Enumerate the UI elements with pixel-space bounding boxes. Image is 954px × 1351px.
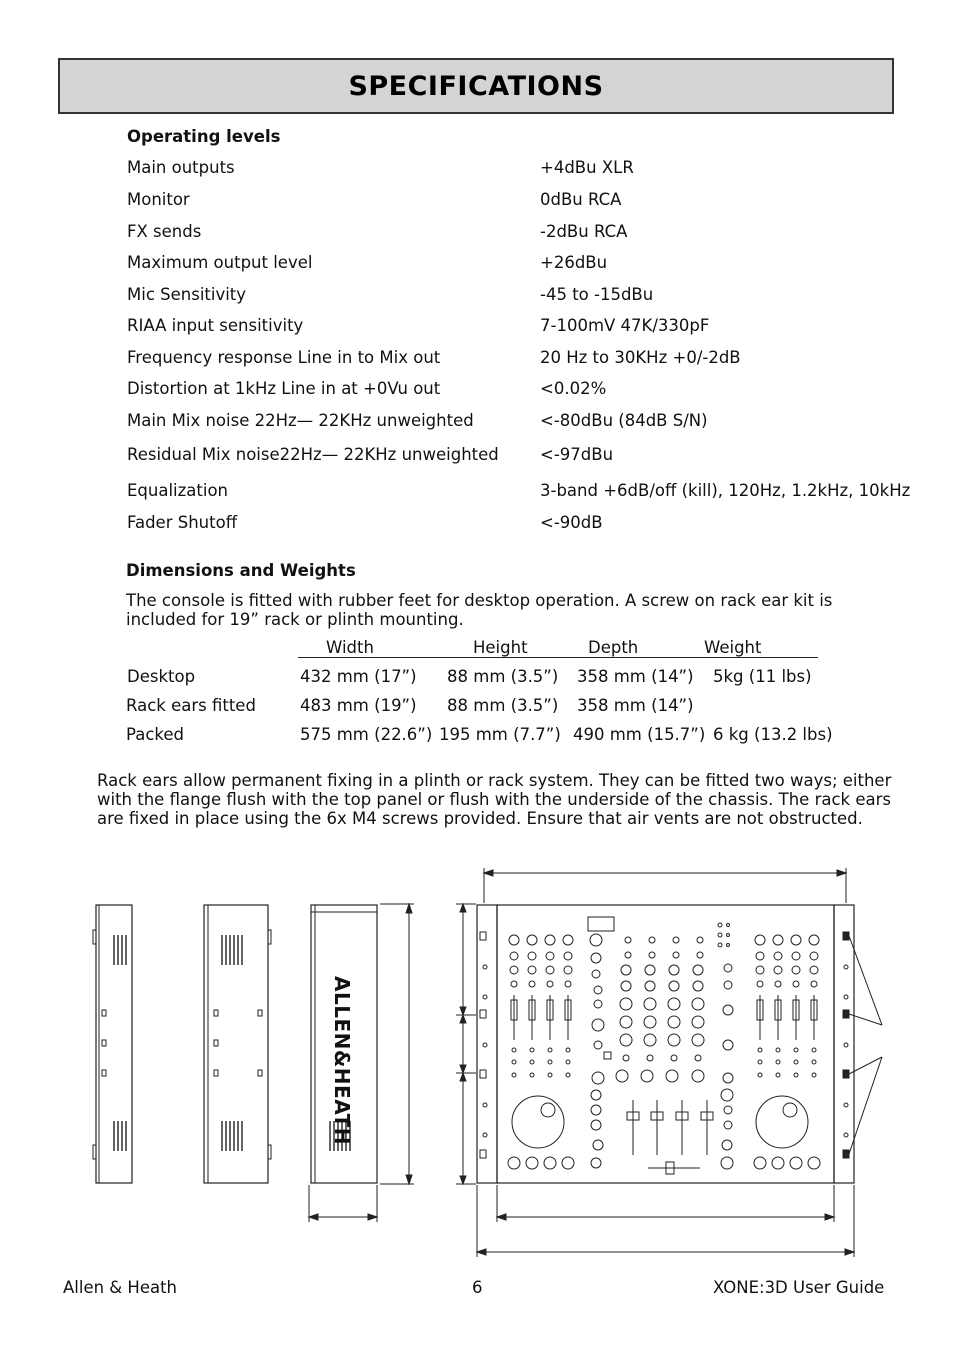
spec-value: 3-band +6dB/off (kill), 120Hz, 1.2kHz, 10kHz	[540, 481, 911, 500]
spec-value: <-90dB	[540, 513, 603, 532]
spec-label: Main outputs	[127, 158, 235, 177]
spec-label: RIAA input sensitivity	[127, 316, 304, 335]
dim-row-label: Packed	[126, 725, 184, 744]
spec-value: -45 to -15dBu	[540, 285, 654, 304]
dim-height: 195 mm (7.7”)	[439, 725, 561, 744]
intro-line: included for 19” rack or plinth mounting.	[126, 610, 464, 629]
spec-label: Mic Sensitivity	[127, 285, 247, 304]
spec-value: 0dBu RCA	[540, 190, 622, 209]
operating-levels-heading: Operating levels	[127, 127, 281, 146]
spec-value: <-97dBu	[540, 445, 614, 464]
dim-depth: 358 mm (14”)	[577, 696, 694, 715]
side-panel-left	[93, 905, 132, 1183]
spec-value: +4dBu XLR	[540, 158, 634, 177]
dim-row-label: Desktop	[127, 667, 196, 686]
spec-value: 7-100mV 47K/330pF	[540, 316, 710, 335]
spec-label: Residual Mix noise22Hz— 22KHz unweighted	[127, 445, 499, 464]
col-header-depth: Depth	[588, 638, 639, 657]
spec-label: FX sends	[127, 222, 202, 241]
spec-label: Monitor	[127, 190, 190, 209]
dim-depth: 490 mm (15.7”)	[573, 725, 706, 744]
intro-line: The console is fitted with rubber feet for desktop operation. A screw on rack ear kit is	[126, 591, 833, 610]
dim-width: 575 mm (22.6”)	[300, 725, 433, 744]
dim-width: 483 mm (19”)	[300, 696, 417, 715]
dim-height: 88 mm (3.5”)	[447, 667, 559, 686]
spec-value: <-80dBu (84dB S/N)	[540, 411, 708, 430]
note-line: are fixed in place using the 6x M4 screws provided. Ensure that air vents are not obstructed.	[97, 809, 863, 828]
note-line: with the flange flush with the top panel or flush with the underside of the chassis. The rack ears	[97, 790, 891, 809]
rear-panel	[309, 904, 414, 1222]
console-front-view	[456, 868, 882, 1257]
page-title: SPECIFICATIONS	[348, 70, 604, 102]
footer-page-number: 6	[472, 1278, 483, 1297]
spec-value: 20 Hz to 30KHz +0/-2dB	[540, 348, 741, 367]
spec-value: <0.02%	[540, 379, 607, 398]
spec-value: -2dBu RCA	[540, 222, 628, 241]
dimensions-heading: Dimensions and Weights	[126, 561, 356, 580]
col-header-height: Height	[473, 638, 528, 657]
footer-doc-title: XONE:3D User Guide	[713, 1278, 885, 1297]
dim-weight: 5kg (11 lbs)	[713, 667, 812, 686]
spec-label: Fader Shutoff	[127, 513, 238, 532]
spec-label: Distortion at 1kHz Line in at +0Vu out	[127, 379, 441, 398]
dim-row-label: Rack ears fitted	[126, 696, 256, 715]
spec-value: +26dBu	[540, 253, 608, 272]
allen-heath-logo: ALLEN&HEATH	[330, 976, 354, 1146]
dim-height: 88 mm (3.5”)	[447, 696, 559, 715]
spec-label: Main Mix noise 22Hz— 22KHz unweighted	[127, 411, 474, 430]
spec-label: Equalization	[127, 481, 229, 500]
spec-label: Maximum output level	[127, 253, 313, 272]
dim-weight: 6 kg (13.2 lbs)	[713, 725, 833, 744]
col-header-width: Width	[326, 638, 374, 657]
dim-depth: 358 mm (14”)	[577, 667, 694, 686]
footer-brand: Allen & Heath	[63, 1278, 178, 1297]
dim-width: 432 mm (17”)	[300, 667, 417, 686]
spec-label: Frequency response Line in to Mix out	[127, 348, 441, 367]
note-line: Rack ears allow permanent fixing in a plinth or rack system. They can be fitted two ways; either	[97, 771, 892, 790]
col-header-weight: Weight	[704, 638, 762, 657]
side-panel-right	[204, 905, 271, 1183]
